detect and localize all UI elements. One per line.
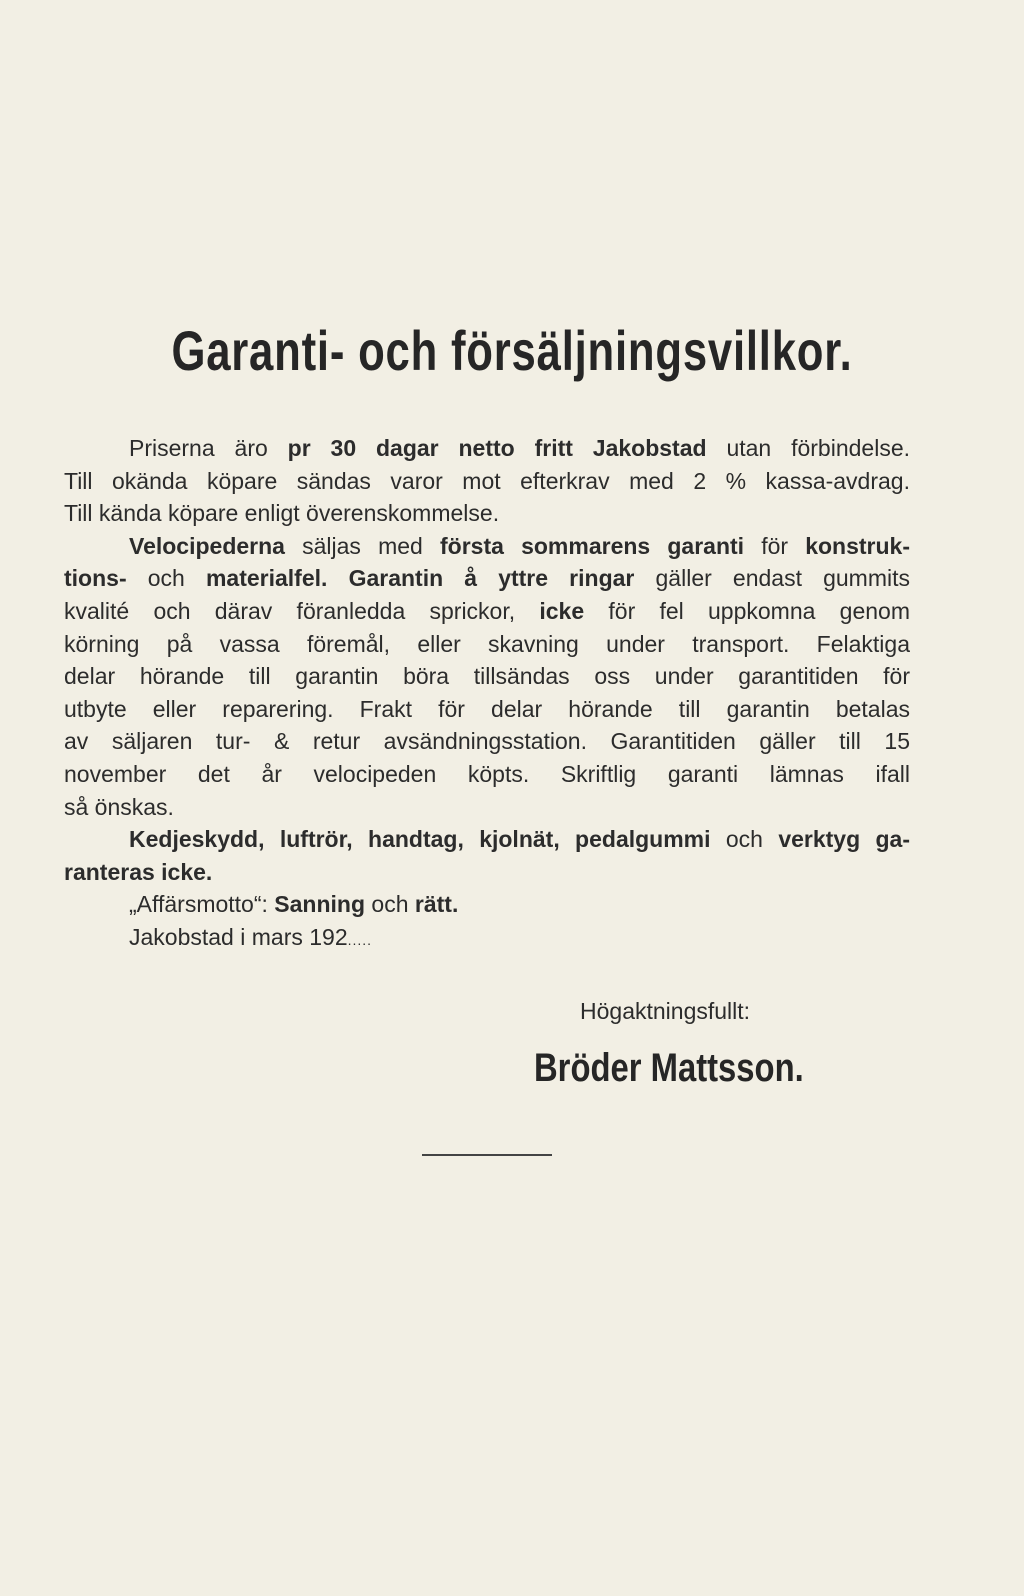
- text-line: delar hörande till garantin böra tillsändas oss under garantitiden för: [64, 663, 910, 690]
- text-line: kvalité och därav föranledda sprickor, icke för fel uppkomna genom: [64, 597, 910, 624]
- text-line: av säljaren tur- & retur avsändningsstation. Garantitiden gäller till 15: [64, 728, 910, 755]
- closing-salutation: Högaktningsfullt:: [580, 998, 751, 1024]
- text-line: utbyte eller reparering. Frakt för delar hörande till garantin betalas: [64, 695, 910, 722]
- signature: Bröder Mattsson.: [534, 1046, 804, 1090]
- text-line: körning på vassa föremål, eller skavning under transport. Felaktiga: [64, 630, 910, 657]
- date-line: Jakobstad i mars 192.....: [129, 923, 373, 950]
- terms-body: [64, 432, 910, 954]
- text-line: november det år velocipeden köpts. Skriftlig garanti lämnas ifall: [64, 760, 910, 787]
- page-title: Garanti- och försäljningsvillkor.: [171, 319, 853, 382]
- divider: [422, 1154, 552, 1156]
- text-line: Velocipederna säljas med första sommarens garanti för konstruk-: [129, 532, 910, 559]
- text-line: Till kända köpare enligt överenskommelse.: [64, 500, 500, 527]
- text-line: Priserna äro pr 30 dagar netto fritt Jakobstad utan förbindelse.: [129, 435, 910, 461]
- text-line: Kedjeskydd, luftrör, handtag, kjolnät, pedalgummi och verktyg ga-: [129, 826, 910, 853]
- text-line: ranteras icke.: [64, 858, 213, 885]
- text-line: Till okända köpare sändas varor mot efterkrav med 2 % kassa-avdrag.: [64, 467, 910, 494]
- text-line: tions- och materialfel. Garantin å yttre ringar gäller endast gummits: [64, 565, 910, 592]
- motto-line: „Affärsmotto“: Sanning och rätt.: [129, 891, 459, 918]
- text-line: så önskas.: [64, 793, 174, 820]
